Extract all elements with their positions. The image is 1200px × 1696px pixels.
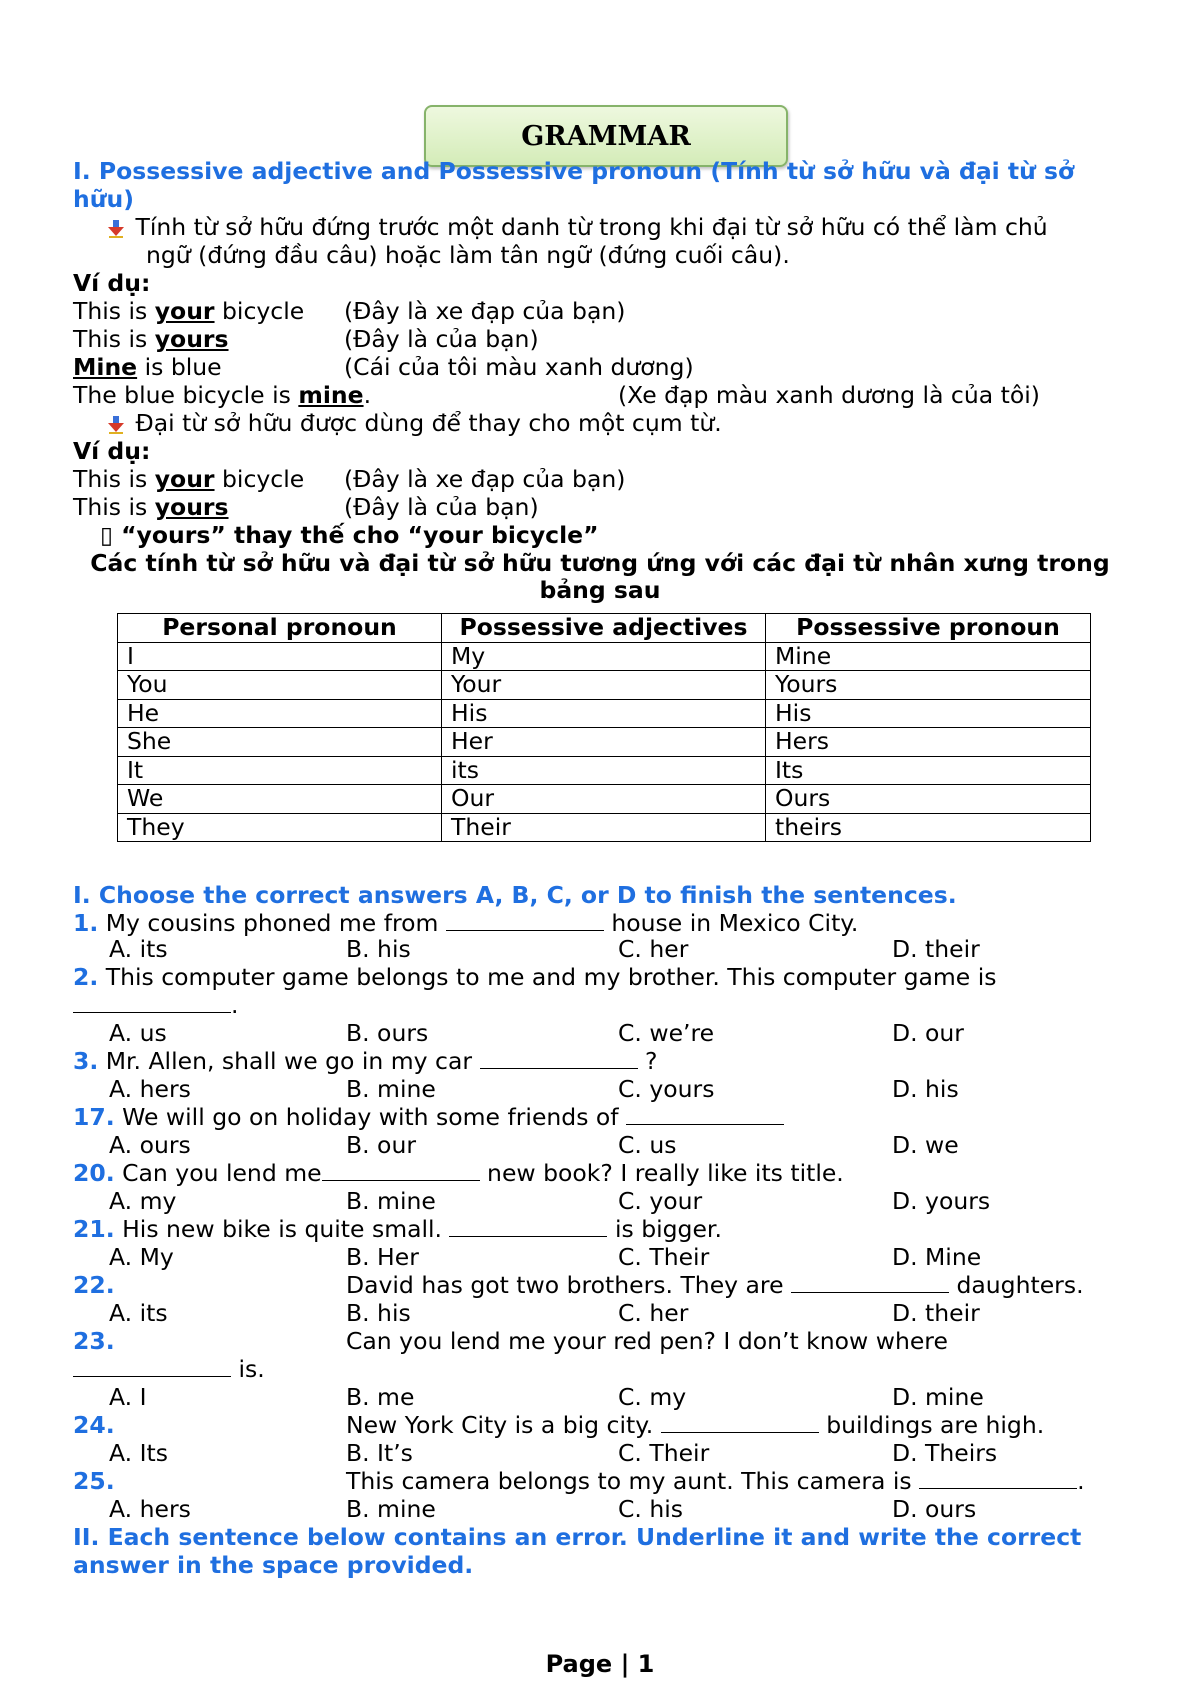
example-translation: (Đây là của bạn) — [344, 493, 539, 521]
table-caption-cont: bảng sau — [539, 576, 661, 604]
answer-blank[interactable] — [73, 1356, 231, 1377]
table-cell: He — [118, 699, 442, 728]
example-translation: (Cái của tôi màu xanh dương) — [344, 353, 694, 381]
question-24-number: 24. — [73, 1411, 115, 1439]
bullet-line-2: Đại từ sở hữu được dùng để thay cho một cụm từ. — [106, 409, 722, 437]
answer-blank[interactable] — [661, 1412, 819, 1433]
question-25-number: 25. — [73, 1467, 115, 1495]
table-row — [118, 642, 1091, 671]
option[interactable]: B. ours — [346, 1019, 429, 1047]
option[interactable]: A. ours — [109, 1131, 191, 1159]
table-cell: theirs — [766, 813, 1091, 842]
table-cell: It — [118, 756, 442, 785]
option[interactable]: D. Mine — [892, 1243, 982, 1271]
table-cell: Yours — [766, 671, 1091, 700]
table-cell: His — [766, 699, 1091, 728]
answer-blank[interactable] — [73, 992, 231, 1013]
option[interactable]: A. its — [109, 935, 168, 963]
option[interactable]: D. ours — [892, 1495, 977, 1523]
example-label: Ví dụ: — [73, 437, 151, 465]
option[interactable]: C. yours — [618, 1075, 715, 1103]
table-cell: Ours — [766, 785, 1091, 814]
section-heading: I. Possessive adjective and Possessive pronoun (Tính từ sở hữu và đại từ sở — [73, 157, 1075, 185]
arrow-bullet-icon — [106, 414, 128, 436]
note-line: ▯ “yours” thay thế cho “your bicycle” — [100, 521, 599, 549]
question-2: 2. This computer game belongs to me and my brother. This computer game is — [73, 963, 997, 991]
option[interactable]: C. Their — [618, 1439, 710, 1467]
option[interactable]: D. yours — [892, 1187, 991, 1215]
question-20: 20. Can you lend me new book? I really like its title. — [73, 1159, 844, 1187]
option[interactable]: A. us — [109, 1019, 167, 1047]
example-row: This is your bicycle — [73, 465, 305, 493]
option[interactable]: C. us — [618, 1131, 677, 1159]
example-translation: (Đây là của bạn) — [344, 325, 539, 353]
exercise-2-heading-cont: answer in the space provided. — [73, 1551, 474, 1579]
option[interactable]: A. its — [109, 1299, 168, 1327]
option[interactable]: B. It’s — [346, 1439, 413, 1467]
option[interactable]: B. his — [346, 935, 411, 963]
question-17: 17. We will go on holiday with some friends of — [73, 1103, 784, 1131]
table-row — [118, 756, 1091, 785]
table-cell: Hers — [766, 728, 1091, 757]
table-cell: I — [118, 642, 442, 671]
table-cell: She — [118, 728, 442, 757]
example-row: Mine is blue — [73, 353, 222, 381]
option[interactable]: D. Theirs — [892, 1439, 998, 1467]
question-2-cont: . — [73, 991, 238, 1019]
table-cell: Mine — [766, 642, 1091, 671]
table-cell: His — [442, 699, 766, 728]
answer-blank[interactable] — [480, 1048, 638, 1069]
table-header-row — [118, 614, 1091, 643]
exercise-heading: I. Choose the correct answers A, B, C, or D to finish the sentences. — [73, 881, 957, 909]
table-row — [118, 728, 1091, 757]
option[interactable]: B. Her — [346, 1243, 419, 1271]
question-1: 1. My cousins phoned me from house in Mexico City. — [73, 909, 859, 937]
option[interactable]: C. we’re — [618, 1019, 715, 1047]
answer-blank[interactable] — [449, 1216, 607, 1237]
question-22-number: 22. — [73, 1271, 115, 1299]
example-translation: (Đây là xe đạp của bạn) — [344, 465, 626, 493]
table-header: Possessive pronoun — [766, 614, 1091, 643]
example-row: This is yours — [73, 493, 229, 521]
table-cell: They — [118, 813, 442, 842]
table-cell: its — [442, 756, 766, 785]
question-25: This camera belongs to my aunt. This camera is . — [346, 1467, 1085, 1495]
example-row: The blue bicycle is mine. — [73, 381, 372, 409]
arrow-bullet-icon — [106, 218, 128, 240]
option[interactable]: B. his — [346, 1299, 411, 1327]
option[interactable]: D. we — [892, 1131, 959, 1159]
question-3: 3. Mr. Allen, shall we go in my car ? — [73, 1047, 658, 1075]
section-heading-cont: hữu) — [73, 185, 134, 213]
table-cell: Your — [442, 671, 766, 700]
option[interactable]: C. her — [618, 935, 689, 963]
table-header: Possessive adjectives — [442, 614, 766, 643]
answer-blank[interactable] — [446, 910, 604, 931]
option[interactable]: A. hers — [109, 1075, 191, 1103]
pronoun-table — [117, 613, 1091, 842]
table-row — [118, 785, 1091, 814]
table-row — [118, 671, 1091, 700]
table-header: Personal pronoun — [118, 614, 442, 643]
option[interactable]: C. Their — [618, 1243, 710, 1271]
question-23-number: 23. — [73, 1327, 115, 1355]
option[interactable]: B. me — [346, 1383, 415, 1411]
example-row: This is your bicycle — [73, 297, 305, 325]
answer-blank[interactable] — [791, 1272, 949, 1293]
page-number: Page | 1 — [545, 1650, 655, 1678]
option[interactable]: B. mine — [346, 1495, 436, 1523]
option[interactable]: B. mine — [346, 1075, 436, 1103]
question-22: David has got two brothers. They are daughters. — [346, 1271, 1084, 1299]
table-cell: Their — [442, 813, 766, 842]
option[interactable]: C. your — [618, 1187, 703, 1215]
question-21: 21. His new bike is quite small. is bigger. — [73, 1215, 722, 1243]
example-row: This is yours — [73, 325, 229, 353]
option[interactable]: D. their — [892, 935, 980, 963]
option[interactable]: B. mine — [346, 1187, 436, 1215]
table-row — [118, 813, 1091, 842]
table-cell: My — [442, 642, 766, 671]
table-row — [118, 699, 1091, 728]
option[interactable]: A. My — [109, 1243, 174, 1271]
answer-blank[interactable] — [322, 1160, 480, 1181]
question-23: Can you lend me your red pen? I don’t know where — [346, 1327, 948, 1355]
example-label: Ví dụ: — [73, 269, 151, 297]
example-translation: (Xe đạp màu xanh dương là của tôi) — [618, 381, 1040, 409]
option[interactable]: D. mine — [892, 1383, 984, 1411]
table-caption: Các tính từ sở hữu và đại từ sở hữu tương ứng với các đại từ nhân xưng trong — [90, 549, 1110, 577]
option[interactable]: A. I — [109, 1383, 147, 1411]
option[interactable]: D. his — [892, 1075, 959, 1103]
table-cell: Its — [766, 756, 1091, 785]
answer-blank[interactable] — [626, 1104, 784, 1125]
question-24: New York City is a big city. buildings are high. — [346, 1411, 1045, 1439]
table-cell: Our — [442, 785, 766, 814]
table-cell: We — [118, 785, 442, 814]
table-cell: You — [118, 671, 442, 700]
option[interactable]: C. his — [618, 1495, 684, 1523]
grammar-title: GRAMMAR — [424, 105, 788, 167]
option[interactable]: A. my — [109, 1187, 177, 1215]
option[interactable]: C. her — [618, 1299, 689, 1327]
option[interactable]: B. our — [346, 1131, 416, 1159]
question-23-cont: is. — [73, 1355, 265, 1383]
table-cell: Her — [442, 728, 766, 757]
option[interactable]: C. my — [618, 1383, 687, 1411]
bullet-line-1: Tính từ sở hữu đứng trước một danh từ trong khi đại từ sở hữu có thể làm chủ — [106, 213, 1048, 241]
option[interactable]: A. hers — [109, 1495, 191, 1523]
option[interactable]: A. Its — [109, 1439, 168, 1467]
example-translation: (Đây là xe đạp của bạn) — [344, 297, 626, 325]
option[interactable]: D. our — [892, 1019, 964, 1047]
exercise-2-heading: II. Each sentence below contains an error. Underline it and write the correct — [73, 1523, 1082, 1551]
answer-blank[interactable] — [919, 1468, 1077, 1489]
bullet-line-1-cont: ngữ (đứng đầu câu) hoặc làm tân ngữ (đứng cuối câu). — [146, 241, 790, 269]
option[interactable]: D. their — [892, 1299, 980, 1327]
